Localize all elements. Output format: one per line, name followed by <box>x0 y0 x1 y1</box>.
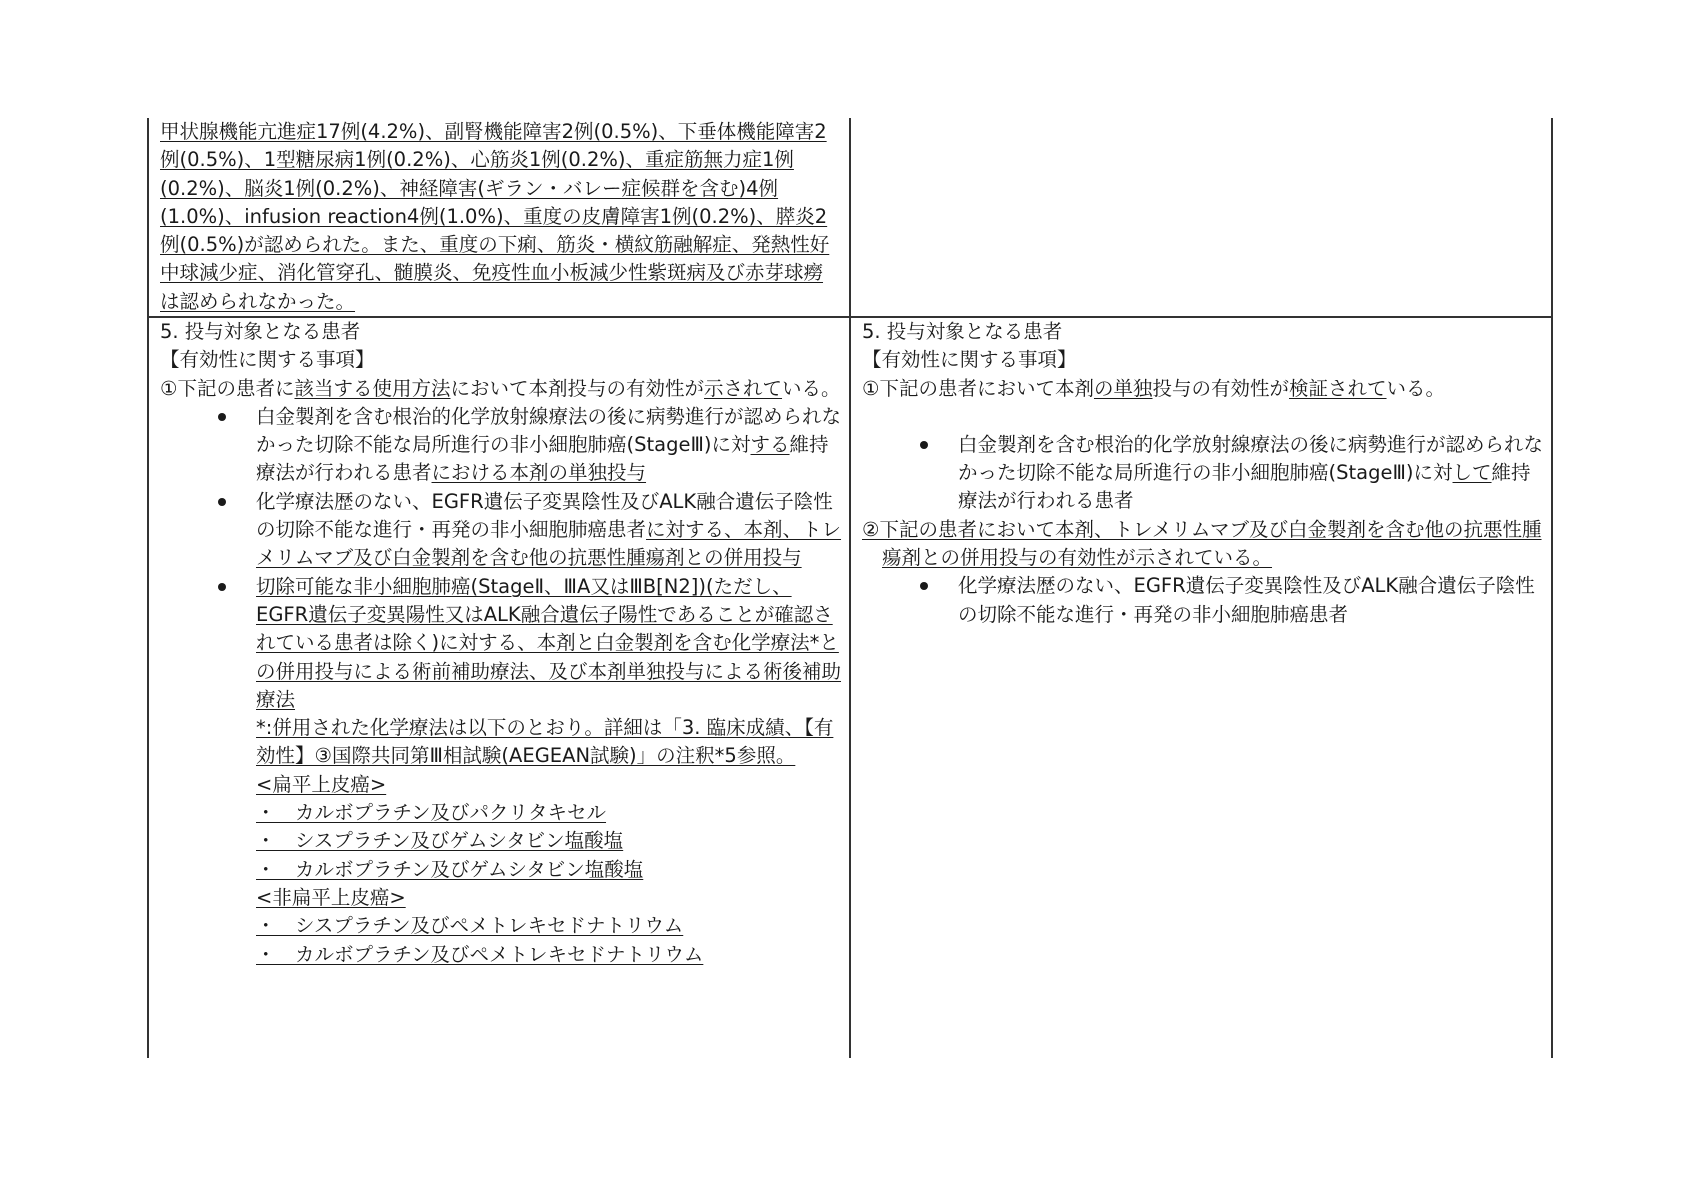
text-run: の単独 <box>1093 376 1153 400</box>
left-section-label: 【有効性に関する事項】 <box>160 348 375 372</box>
text-run: ②下記の患者において本剤、トレメリムマブ及び白金製剤を含む他の抗悪性腫瘍剤との併用投与の有効性が示されている。 <box>862 517 1542 570</box>
right-heading: 5. 投与対象となる患者 <box>862 320 1063 343</box>
left-bullet-2-text <box>256 488 842 573</box>
table-border-middle <box>849 118 851 1058</box>
text-run: 化学療法歴のない、EGFR遺伝子変異陰性及びALK融合遺伝子陰性の切除不能な進行・再発の非小細胞肺癌患者 <box>958 574 1535 626</box>
table-border-left <box>147 118 149 1058</box>
nonsquamous-item: ・ カルボプラチン及びペメトレキセドナトリウム <box>256 942 704 966</box>
bullet-icon <box>218 498 226 506</box>
text-run: における本剤の単独投与 <box>431 461 647 485</box>
text-run: 白金製剤を含む根治的化学放射線療法の後に病勢進行が認められなかった切除不能な局所進行の非小細胞肺癌(StageⅢ)に対 <box>256 404 842 457</box>
left-bottom-cell <box>160 318 842 969</box>
text-run: する <box>750 433 790 457</box>
squamous-label: <扁平上皮癌> <box>256 772 387 796</box>
left-intro <box>160 375 842 403</box>
text-run: 示されて <box>704 376 783 400</box>
right-bottom-cell <box>862 318 1544 629</box>
left-bullet-3-text <box>256 573 842 714</box>
left-bullet-3 <box>160 573 842 714</box>
left-top-cell <box>160 118 842 316</box>
nonsquamous-item: ・ シスプラチン及びペメトレキセドナトリウム <box>256 914 684 938</box>
nonsquamous-label: <非扁平上皮癌> <box>256 885 406 909</box>
bullet-icon <box>218 583 226 591</box>
bullet-icon <box>920 582 928 590</box>
right-bullet-2-text <box>958 572 1544 629</box>
text-run: に対する、本剤、トレメリムマブ及び白金製剤を含む他の抗悪性腫瘍剤との併用投与 <box>256 518 842 570</box>
text-run: 切除可能な非小細胞肺癌(StageⅡ、ⅢA又はⅢB[N2])(ただし、EGFR遺伝子変異陽性又はALK融合遺伝子陽性であることが確認されている患者は除く)に対する、本剤と白金製剤を含む化学療法*との併用投与による術前補助療法、及び本剤単独投与による術後補助療法 <box>256 574 842 711</box>
text-run: において本剤投与の有効性が <box>450 376 705 400</box>
text-run: 投与の有効性が <box>1152 376 1290 400</box>
left-heading: 5. 投与対象となる患者 <box>160 320 361 343</box>
left-bullet-1-text <box>256 403 842 488</box>
table-border-right <box>1551 118 1553 1058</box>
squamous-item: ・ シスプラチン及びゲムシタビン塩酸塩 <box>256 829 624 853</box>
text-run: 維持療法が行われる患者 <box>958 461 1531 513</box>
squamous-item: ・ カルボプラチン及びゲムシタビン塩酸塩 <box>256 857 644 881</box>
text-run: 白金製剤を含む根治的化学放射線療法の後に病勢進行が認められなかった切除不能な局所進行の非小細胞肺癌(StageⅢ)に対 <box>958 432 1544 485</box>
right-bullet-1-text <box>958 431 1544 516</box>
squamous-item: ・ カルボプラチン及びパクリタキセル <box>256 801 607 825</box>
right-bullet-2 <box>862 572 1544 629</box>
text-run: ①下記の患者において本剤 <box>862 376 1094 400</box>
text-run: 維持療法が行われる患者 <box>256 433 829 485</box>
text-run: いる。 <box>1386 376 1446 400</box>
bullet-icon <box>218 413 226 421</box>
left-bullet-1 <box>160 403 842 488</box>
right-intro <box>862 375 1544 403</box>
right-bullet-1 <box>862 431 1544 516</box>
text-run: して <box>1452 461 1492 485</box>
bullet-icon <box>920 441 928 449</box>
text-run: いる。 <box>782 376 841 400</box>
right-intro-2 <box>862 516 1544 573</box>
text-run: 甲状腺機能亢進症17例(4.2%)、副腎機能障害2例(0.5%)、下垂体機能障害2例(0.5%)、1型糖尿病1例(0.2%)、心筋炎1例(0.2%)、重症筋無力症1例(0.2%)、脳炎1例(0.2%)、神経障害(ギラン・バレー症候群を含む)4例(1.0%)、infusion reaction4例(1.0%)、重度の皮膚障害1例(0.2%)、膵炎2例(0.5%)が認められた。また、重度の下痢、筋炎・横紋筋融解症、発熱性好中球減少症、消化管穿孔、髄膜炎、免疫性血小板減少性紫斑病及び赤芽球癆は認められなかった。 <box>160 120 830 313</box>
left-footnote: *:併用された化学療法は以下のとおり。詳細は「3. 臨床成績、【有効性】③国際共同第Ⅲ相試験(AEGEAN試験)」の注釈*5参照。 <box>256 716 834 768</box>
text-run: 該当する使用方法 <box>294 376 451 400</box>
text-run: 検証されて <box>1289 376 1387 400</box>
adverse-events-paragraph <box>160 118 842 316</box>
text-run: ①下記の患者に <box>160 376 295 400</box>
right-section-label: 【有効性に関する事項】 <box>862 348 1077 372</box>
left-bullet-2 <box>160 488 842 573</box>
text-run: 化学療法歴のない、EGFR遺伝子変異陰性及びALK融合遺伝子陰性の切除不能な進行・再発の非小細胞肺癌患者 <box>256 489 833 542</box>
